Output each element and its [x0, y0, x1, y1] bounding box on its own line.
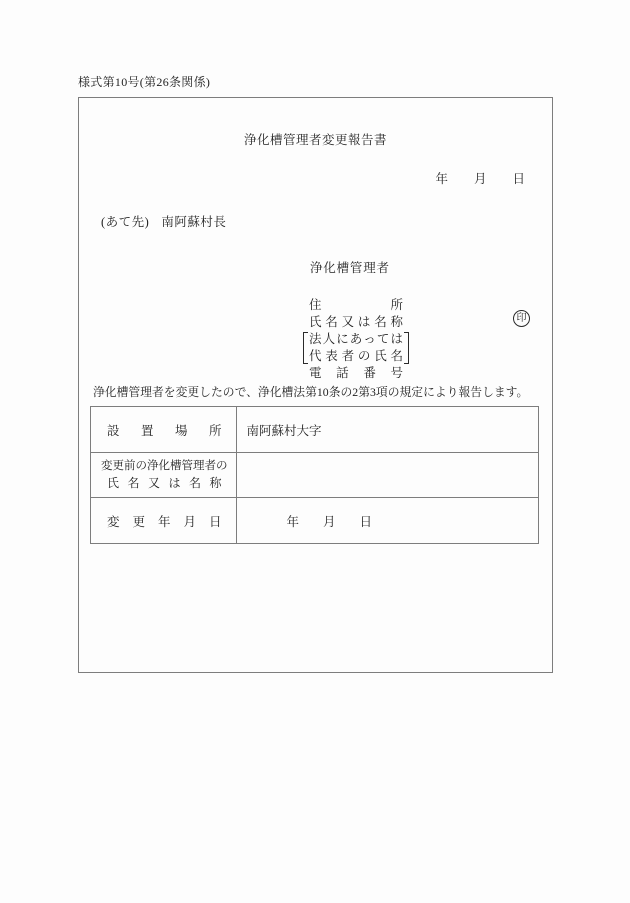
field-address-label: 住 所 — [309, 298, 403, 312]
form-border-box — [78, 97, 553, 673]
change-date-label: 変 更 年 月 日 — [107, 514, 222, 529]
manager-fields-block — [303, 297, 409, 382]
row-value — [236, 453, 539, 498]
change-date-year-label: 年 — [286, 514, 300, 529]
date-day-label: 日 — [512, 172, 525, 186]
row-label — [91, 407, 237, 453]
change-date-day-label: 日 — [359, 514, 373, 529]
addressee-line — [101, 212, 226, 230]
date-month-label: 月 — [473, 172, 487, 186]
installation-site-label: 設 置 場 所 — [107, 423, 222, 438]
report-table — [90, 406, 539, 544]
corporation-note-line1: 法人にあっては — [309, 332, 403, 346]
change-date-month-label: 月 — [323, 514, 336, 529]
table-row-previous-manager — [91, 453, 539, 498]
date-year-label: 年 — [435, 172, 448, 186]
row-label — [91, 453, 237, 498]
table-row-change-date — [91, 498, 539, 544]
field-name-label: 氏 名 又 は 名 称 — [309, 315, 403, 329]
corporation-note-line2: 代 表 者 の 氏 名 — [309, 349, 403, 363]
seal-stamp-icon: 印 — [513, 310, 530, 327]
change-date-value — [247, 512, 539, 530]
report-date-line — [435, 169, 525, 187]
corporation-note-bracket — [303, 331, 409, 365]
row-label — [91, 498, 237, 544]
previous-manager-label-line1: 変更前の浄化槽管理者の — [101, 460, 228, 472]
field-phone-label: 電 話 番 号 — [309, 366, 403, 380]
form-number: 様式第10号(第26条関係) — [78, 75, 211, 89]
addressee-name: 南阿蘇村長 — [161, 215, 227, 229]
statement-text: 浄化槽管理者を変更したので、浄化槽法第10条の2第3項の規定により報告します。 — [93, 385, 529, 399]
document-title: 浄化槽管理者変更報告書 — [243, 133, 387, 147]
row-value — [236, 498, 539, 544]
previous-manager-label-line2: 氏 名 又 は 名 称 — [107, 476, 222, 490]
table-row-installation-site — [91, 407, 539, 453]
addressee-prefix: (あて先) — [101, 215, 150, 229]
row-value: 南阿蘇村大字 — [236, 407, 539, 453]
manager-heading: 浄化槽管理者 — [310, 261, 390, 275]
